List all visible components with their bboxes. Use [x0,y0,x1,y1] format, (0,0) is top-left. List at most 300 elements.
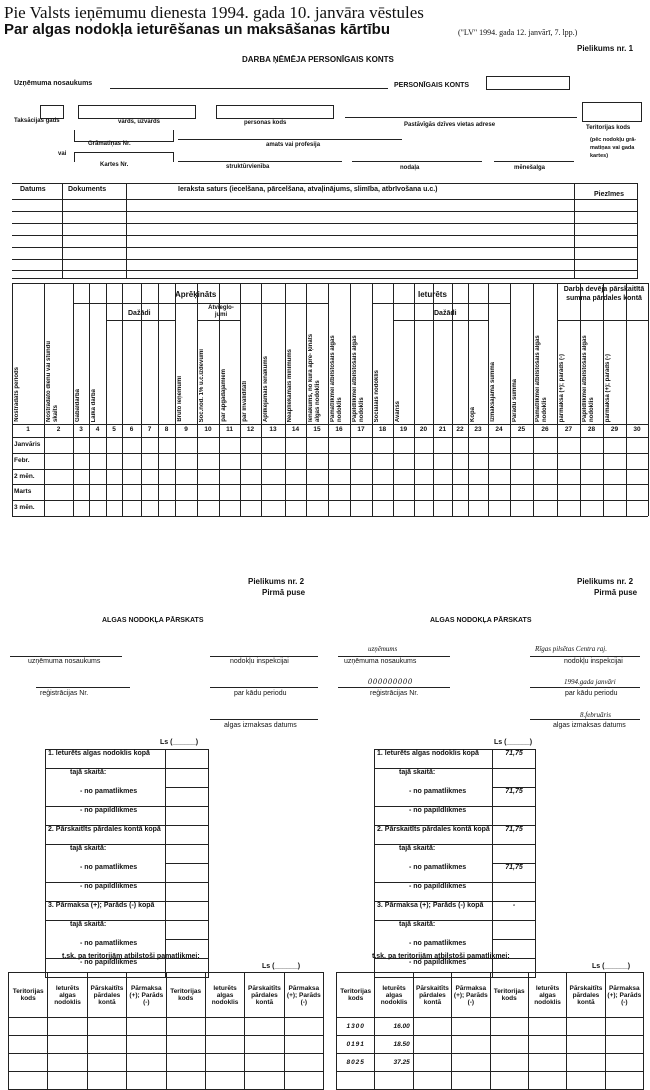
territory-cell[interactable] [87,1072,126,1090]
summary-value[interactable] [166,788,209,807]
company-label: Uzņēmuma nosaukums [14,80,93,87]
grid-col-line [141,283,142,516]
territory-cell[interactable] [87,1054,126,1072]
col-header-18: Sociālais nodoklis [374,369,380,422]
summary-label: - no papildlikmes [375,883,493,902]
grid-col-line [626,283,627,516]
territory-cell[interactable] [166,1072,205,1090]
col-header-10: Soc.nod. 1% u.c.izdevumi [199,348,205,422]
territory-cell[interactable]: 0191 [337,1036,375,1054]
col-header-24: Izmaksājamā summa [490,362,496,422]
territory-header: Teritorijas kods [337,973,375,1018]
summary-label: - no pamatlikmes [375,788,493,807]
inspection-label-right: nodokļu inspekcijai [564,658,623,665]
col-header-23: Kopā [470,407,476,422]
grid-col-line [261,283,262,516]
summary-value[interactable]: - [493,902,536,921]
currency-terr-left: Ls (______) [262,963,301,970]
personal-account-box[interactable] [486,76,570,90]
grid-number-border [12,437,648,438]
summary-value[interactable] [166,883,209,902]
territory-cell[interactable] [528,1018,566,1036]
sub-various2: Dažādi [434,310,457,317]
summary-label: - no pamatlikmes [46,940,166,959]
territory-cell[interactable] [284,1036,323,1054]
tax-year-label: Taksācijas gads [14,118,60,124]
header-line1: Pie Valsts ieņēmumu dienesta 1994. gada 10. janvāra vēstules [4,3,424,22]
col-number: 29 [610,426,619,433]
col-number: 27 [564,426,573,433]
col-number: 26 [541,426,549,433]
grid-row-line [12,500,648,501]
summary-row [375,750,536,769]
appendix2-side-right: Pirmā puse [594,588,638,597]
territory-row [337,1054,644,1072]
pay-date-label-left: algas izmaksas datums [224,722,297,729]
territory-cell[interactable] [528,1072,566,1090]
personal-code-box[interactable] [216,105,334,119]
col-number: 16 [335,426,343,433]
withheld-group-line [372,303,510,304]
territory-cell[interactable] [452,1072,490,1090]
territory-header: Teritorijas kods [166,973,205,1018]
territory-header: Ieturēts algas nodoklis [48,973,87,1018]
col-header-15: Ienākums, no kura aprē- ķināts algas nodoklis [308,333,321,422]
territory-cell[interactable] [245,1054,284,1072]
grid-row-line [12,484,648,485]
summary-value[interactable] [166,750,209,769]
col-header-14: Neapliekamais minimums [287,348,293,422]
grid-col-line [372,283,373,516]
col-header-17: Papildlikmei atbilstošais algas nodoklis [352,335,365,422]
summary-value[interactable] [493,845,536,864]
territory-row [337,1036,644,1054]
territory-cell[interactable] [567,1036,605,1054]
grid-col-line [73,283,74,516]
summary-label: - no papildlikmes [46,883,166,902]
summary-value[interactable] [166,864,209,883]
grid-top-border [12,283,648,284]
col-header-3: Gabaldarbā [75,388,81,422]
summary-label: - no papildlikmes [375,807,493,826]
grid-row-line [12,453,648,454]
row-label: Marts [14,488,32,496]
territory-cell[interactable] [490,1018,528,1036]
territory-cell[interactable] [605,1054,643,1072]
grid-col-line [122,283,123,516]
territory-cell[interactable] [9,1072,48,1090]
address-label: Pastāvīgās dzīves vietas adrese [404,122,496,128]
summary-row [375,788,536,807]
col-number: 8 [164,426,169,433]
territory-header: Pārmaksa (+); Parāds (-) [127,973,166,1018]
col-docs: Dokuments [68,186,107,193]
col-number: 2 [56,426,61,433]
group-withheld: Ieturēts [418,290,447,299]
territory-cell[interactable] [452,1036,490,1054]
territory-row [9,1018,324,1036]
filled-pay-date: 8.februāris [580,711,611,719]
reg-label-right: reģistrācijas Nr. [370,690,419,697]
header-line2: Par algas nodokļa ieturēšanas un maksāšanas kārtību [4,21,391,38]
summary-value[interactable] [493,807,536,826]
col-header-12: par invaliditāti [242,381,248,422]
territory-cell[interactable] [605,1018,643,1036]
group-accrued: Aprēķināts [175,290,217,299]
col-header-11: par apgādājamiem [221,369,227,422]
territory-cell[interactable] [127,1036,166,1054]
territory-cell[interactable] [490,1072,528,1090]
territory-cell[interactable] [9,1036,48,1054]
col-number: 3 [79,426,83,433]
territory-cell[interactable]: 1300 [337,1018,375,1036]
territory-cell[interactable] [205,1054,244,1072]
territory-cell[interactable] [375,1072,413,1090]
company-label-left: uzņēmuma nosaukums [28,658,101,665]
col-number: 28 [587,426,596,433]
summary-table-left [45,749,209,978]
summary-value[interactable] [493,769,536,788]
grid-col-line [393,283,394,516]
territory-cell[interactable] [490,1054,528,1072]
territory-cell[interactable] [528,1054,566,1072]
col-number: 30 [633,426,641,433]
summary-row [46,807,209,826]
card-label: Kartes Nr. [100,162,129,168]
summary-row [46,883,209,902]
grid-col-line [350,283,351,516]
grid-col-line [306,283,307,516]
summary-row [46,826,209,845]
territory-cell[interactable] [166,1018,205,1036]
summary-row [375,864,536,883]
territory-cell[interactable] [567,1072,605,1090]
territory-table-left [8,972,324,1090]
territory-cell[interactable] [413,1054,451,1072]
territory-cell[interactable] [567,1054,605,1072]
territory-cell[interactable]: 18.50 [375,1036,413,1054]
summary-label: 3. Pārmaksa (+); Parāds (-) kopā [46,902,166,921]
territory-cell[interactable] [127,1054,166,1072]
grid-col-line [158,283,159,516]
grid-col-line [603,283,604,516]
summary-row [375,807,536,826]
summary-label: tajā skaitā: [46,921,166,940]
territory-cell[interactable] [127,1018,166,1036]
territory-cell[interactable] [245,1036,284,1054]
position-label: amats vai profesija [266,142,321,148]
tax-year-box[interactable] [40,105,64,119]
col-number: 25 [517,426,526,433]
territory-cell[interactable] [452,1054,490,1072]
col-header-2: Nostrādāto dienu vai stundu skaits [46,340,59,422]
personal-account-label: PERSONĪGAIS KONTS [394,82,470,89]
appendix2-label: Pielikums nr. 2 [248,577,305,586]
summary-value[interactable] [166,921,209,940]
col-number: 4 [95,426,100,433]
territory-cell[interactable] [9,1018,48,1036]
summary-label: - no papildlikmes [46,807,166,826]
summary-label: tajā skaitā: [375,921,493,940]
summary-row [46,788,209,807]
summary-value[interactable] [166,845,209,864]
summary-label: tajā skaitā: [46,769,166,788]
summary-row [375,921,536,940]
territory-caption-right: t.sk. pa teritorijām atbilstoši pamatlikmei: [372,953,510,960]
row-label: Janvāris [14,441,41,448]
summary-value[interactable] [493,883,536,902]
territory-cell[interactable] [9,1054,48,1072]
summary-label: tajā skaitā: [46,845,166,864]
territory-header: Pārmaksa (+); Parāds (-) [452,973,490,1018]
grid-col-line [106,283,107,516]
territory-cell[interactable] [413,1036,451,1054]
territory-header: Pārskaitīts pārdales kontā [87,973,126,1018]
col-header-27: pārmaksa (+); parāds (-) [559,353,565,422]
grid-col-line [557,283,558,516]
summary-value[interactable]: 71,75 [493,788,536,807]
summary-label: - no pamatlikmes [46,788,166,807]
summary-label: 1. Ieturēts algas nodoklis kopā [375,750,493,769]
col-number: 6 [129,426,134,433]
col-number: 17 [357,426,365,433]
col-number: 19 [399,426,408,433]
col-notes: Piezīmes [594,191,624,198]
summary-label: - no papildlikmes [375,959,493,978]
various-line [106,320,175,321]
territory-header: Ieturēts algas nodoklis [205,973,244,1018]
col-header-25: Parādu summa [512,378,518,422]
territory-note: (pēc nodokļu grā- matiņas vai gada kartes) [590,137,637,159]
col-number: 11 [226,426,233,433]
row-label: 3 mēn. [14,504,35,512]
territory-table-right [336,972,644,1090]
territory-row [337,1018,644,1036]
grid-col-line [285,283,286,516]
month-label: mēnešalga [514,165,546,171]
summary-label: - no pamatlikmes [46,864,166,883]
territory-box[interactable] [582,102,642,122]
territory-row [9,1072,324,1090]
summary-value[interactable]: 71,75 [493,750,536,769]
grid-col-line [175,283,176,516]
sub-benefit: Atvieglo- jumi [208,305,234,318]
territory-cell[interactable] [284,1072,323,1090]
col-number: 14 [291,426,300,433]
summary-value[interactable]: 71,75 [493,864,536,883]
summary-label: tajā skaitā: [375,769,493,788]
col-header-4: Laika darbā [91,388,97,422]
report-title-right: ALGAS NODOKĻA PĀRSKATS [430,617,532,624]
col-number: 1 [26,426,30,433]
territory-header: Pārskaitīts pārdales kontā [413,973,451,1018]
territory-row [9,1054,324,1072]
grid-col-line [12,283,13,516]
account-title: DARBA ŅĒMĒJA PERSONĪGAIS KONTS [242,55,394,64]
summary-value[interactable] [166,902,209,921]
col-header-16: Pamatlikmei atbilstošais algas nodoklis [330,335,343,422]
summary-label: - no pamatlikmes [375,940,493,959]
territory-cell[interactable]: 37.25 [375,1054,413,1072]
summary-value[interactable] [166,826,209,845]
filled-period: 1994.gada janvāri [564,678,616,686]
grid-col-line [648,283,649,516]
col-number: 10 [204,426,212,433]
name-box[interactable] [78,105,196,119]
records-table [12,183,638,279]
col-header-1: Nostrādāts periods [14,367,20,422]
grid-col-line [533,283,534,516]
inspection-label-left: nodokļu inspekcijai [230,658,289,665]
grid-col-line [328,283,329,516]
territory-cell[interactable] [205,1036,244,1054]
summary-value[interactable] [166,807,209,826]
col-number: 7 [147,426,152,433]
grid-col-line [240,283,241,516]
territory-cell[interactable] [284,1054,323,1072]
report-title-left: ALGAS NODOKĻA PĀRSKATS [102,617,204,624]
or-label: vai [58,151,67,157]
summary-label: 3. Pārmaksa (+); Parāds (-) kopā [375,902,493,921]
group-employer: Darba devēja pārskaitītā summa pārdales kontā [563,286,645,302]
summary-label: 1. Ieturēts algas nodoklis kopā [46,750,166,769]
territory-cell[interactable] [166,1036,205,1054]
summary-row [375,845,536,864]
summary-row [46,921,209,940]
row-label: 2 mēn. [14,472,35,480]
col-header-13: Aplikējamais ienākums [263,355,269,422]
summary-row [46,769,209,788]
territory-cell[interactable] [452,1018,490,1036]
col-number: 9 [184,426,188,433]
territory-cell[interactable] [490,1036,528,1054]
territory-label: Teritorijas kods [586,125,631,131]
grid-row-line [12,516,648,517]
territory-cell[interactable] [605,1036,643,1054]
col-header-29: pārmaksa (+); parāds (-) [605,353,611,422]
grid-row-line [12,469,648,470]
unit-label: struktūrvienība [226,164,270,170]
summary-label: - no papildlikmes [46,959,166,978]
grid-col-line [197,283,198,516]
col-date: Datums [20,186,46,193]
summary-value[interactable]: 71,75 [493,826,536,845]
col-number: 18 [378,426,387,433]
summary-label: - no pamatlikmes [375,864,493,883]
territory-cell[interactable] [284,1018,323,1036]
territory-cell[interactable] [413,1018,451,1036]
territory-cell[interactable] [245,1072,284,1090]
employer-sub-line [557,320,648,321]
appendix2-side: Pirmā puse [262,588,306,597]
territory-cell[interactable] [48,1072,87,1090]
grid-col-line [468,283,469,516]
territory-cell[interactable] [205,1018,244,1036]
territory-cell[interactable] [48,1018,87,1036]
summary-row [46,750,209,769]
col-number: 15 [313,426,321,433]
territory-cell[interactable] [528,1036,566,1054]
personal-code-label: personas kods [244,120,287,126]
territory-cell[interactable] [567,1018,605,1036]
summary-row [46,864,209,883]
benefit-line [197,320,240,321]
territory-cell[interactable] [245,1018,284,1036]
territory-header: Ieturēts algas nodoklis [528,973,566,1018]
currency-right: Ls (______) [494,739,533,746]
header-source: ("LV" 1994. gada 12. janvārī, 7. lpp.) [458,28,578,37]
territory-cell[interactable] [87,1018,126,1036]
territory-cell[interactable] [337,1072,375,1090]
territory-cell[interactable]: 16.00 [375,1018,413,1036]
territory-cell[interactable] [48,1054,87,1072]
territory-cell[interactable] [413,1072,451,1090]
summary-label: tajā skaitā: [375,845,493,864]
summary-value[interactable] [166,769,209,788]
territory-cell[interactable]: 8025 [337,1054,375,1072]
territory-cell[interactable] [48,1036,87,1054]
various2-line [393,320,488,321]
territory-header: Pārmaksa (+); Parāds (-) [284,973,323,1018]
row-label: Febr. [14,456,30,464]
grid-col-line [414,283,415,516]
card-box[interactable] [74,152,174,162]
col-header-9: Bruto ieņēmumi [177,376,183,422]
territory-cell[interactable] [605,1072,643,1090]
appendix2-label-right: Pielikums nr. 2 [577,577,634,586]
territory-header: Pārskaitīts pārdales kontā [245,973,284,1018]
summary-value[interactable] [493,921,536,940]
appendix1-label: Pielikums nr. 1 [577,44,634,53]
summary-row [46,902,209,921]
grid-col-line [433,283,434,516]
territory-cell[interactable] [87,1036,126,1054]
filled-reg: 000000000 [368,677,413,686]
grid-col-line [452,283,453,516]
summary-table-right [374,749,536,978]
grid-col-line [510,283,511,516]
summary-row [375,826,536,845]
col-number: 5 [112,426,116,433]
territory-header: Pārskaitīts pārdales kontā [567,973,605,1018]
dept-label: nodaļa [400,165,420,171]
territory-caption: t.sk. pa teritorijām atbilstoši pamatlikmei: [62,953,200,960]
period-label-left: par kādu periodu [234,690,287,697]
grid-header-border [12,424,648,425]
territory-cell[interactable] [205,1072,244,1090]
summary-row [375,769,536,788]
sub-various: Dažādi [128,310,151,317]
territory-header: Teritorijas kods [9,973,48,1018]
territory-row [9,1036,324,1054]
territory-header: Ieturēts algas nodoklis [375,973,413,1018]
grid-col-line [89,283,90,516]
territory-cell[interactable] [166,1054,205,1072]
col-header-26: Pamatlikmei atbilstošais algas nodoklis [535,335,548,422]
currency-left: Ls (______) [160,739,199,746]
summary-label: 2. Pārskaitīts pārdales kontā kopā [46,826,166,845]
col-header-19: Avanss [395,400,401,422]
territory-cell[interactable] [127,1072,166,1090]
col-number: 23 [474,426,482,433]
grid-col-line [488,283,489,516]
col-number: 24 [495,426,503,433]
currency-terr-right: Ls (______) [592,963,631,970]
summary-row [375,883,536,902]
filled-company: uzņēmums [368,645,398,653]
territory-row [337,1072,644,1090]
col-number: 13 [269,426,277,433]
